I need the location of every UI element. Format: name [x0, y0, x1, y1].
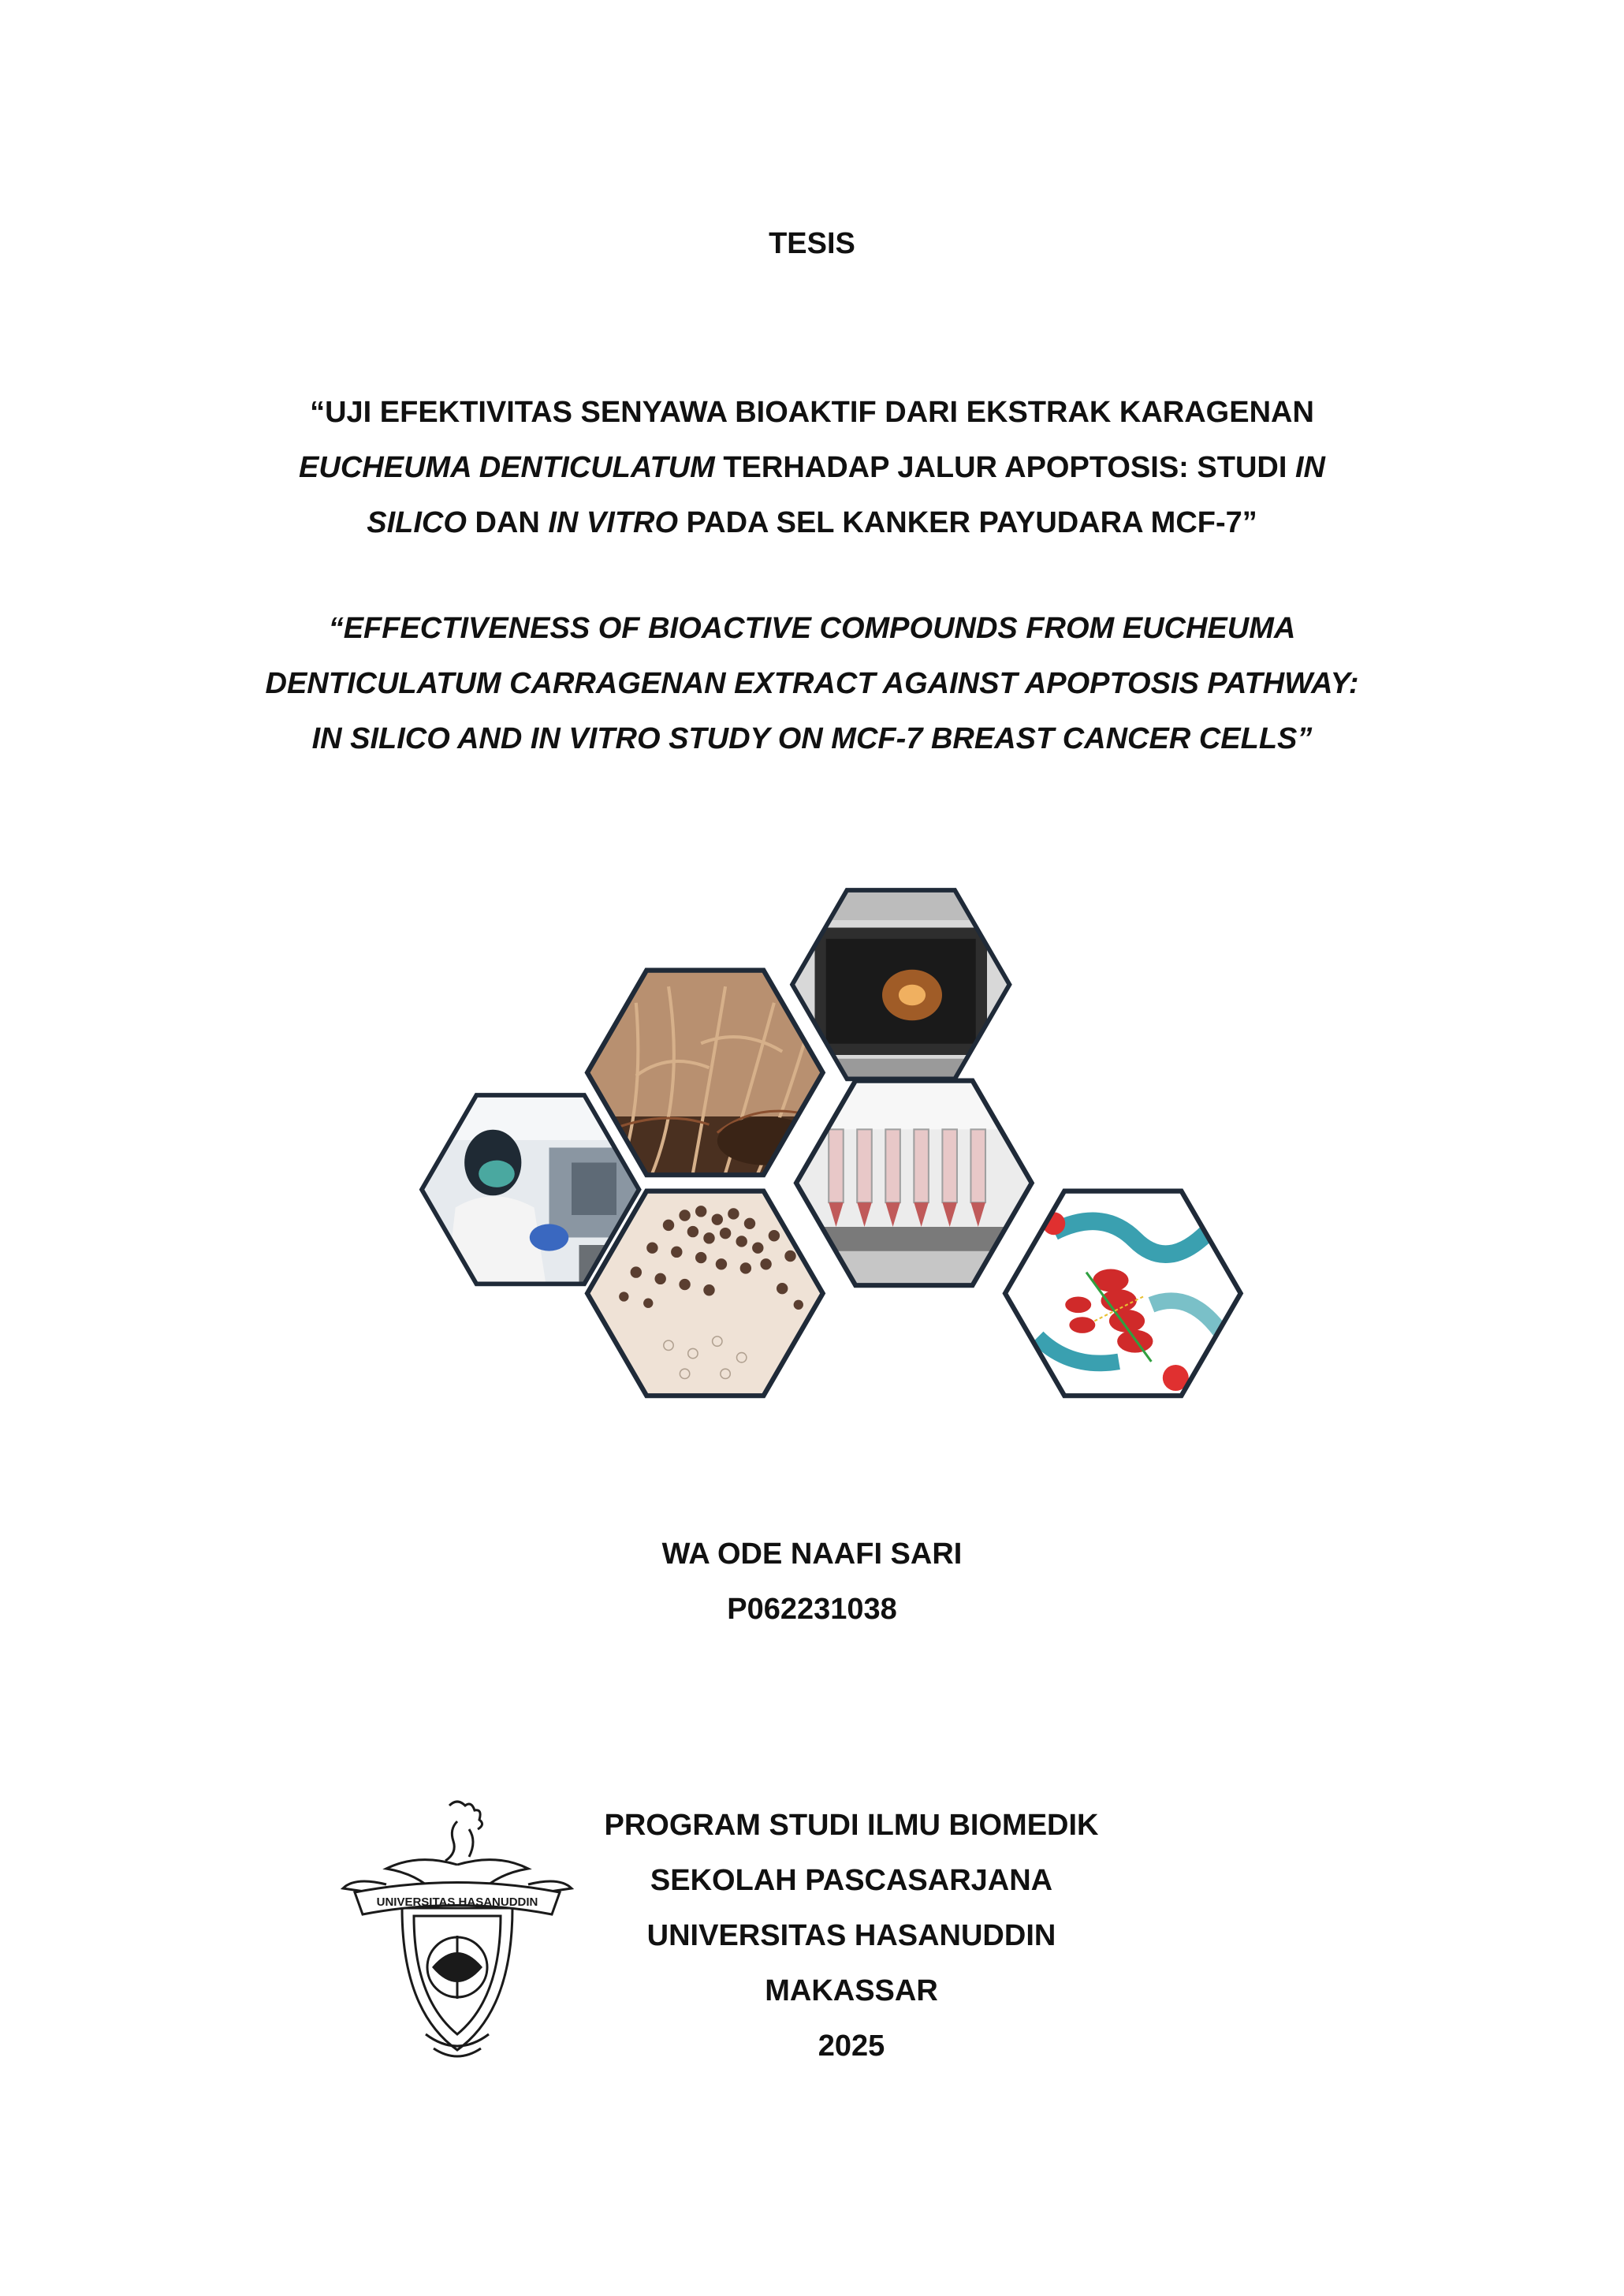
title-id-line-1 [0, 385, 1624, 440]
hexagon-photo-collage [410, 875, 1253, 1435]
hex-microwave-photo [792, 875, 1017, 1100]
hex-protein-structure [1005, 1175, 1249, 1418]
hex-test-tubes-photo [796, 1064, 1040, 1308]
title-en-line-1: “EFFECTIVENESS OF BIOACTIVE COMPOUNDS FROM EUCHEUMA [328, 612, 1296, 645]
student-id: P062231038 [727, 1593, 897, 1626]
institution-university: UNIVERSITAS HASANUDDIN [646, 1919, 1056, 1952]
title-id-in-vitro: IN VITRO [548, 506, 679, 539]
author-name: WA ODE NAAFI SARI [661, 1538, 963, 1571]
title-id-line-2 [0, 440, 1624, 495]
institution-year: 2025 [818, 2030, 885, 2063]
title-id-line-1-text: “UJI EFEKTIVITAS SENYAWA BIOAKTIF DARI EKSTRAK KARAGENAN [310, 396, 1314, 429]
institution-program: PROGRAM STUDI ILMU BIOMEDIK [604, 1809, 1099, 1842]
title-id-line-3-text: PADA SEL KANKER PAYUDARA MCF-7” [678, 506, 1257, 539]
university-seal-logo [339, 1798, 575, 2066]
title-id-line-2-text: TERHADAP JALUR APOPTOSIS: STUDI [714, 451, 1295, 484]
title-en-line-3: IN SILICO AND IN VITRO STUDY ON MCF-7 BREAST CANCER CELLS” [311, 722, 1313, 755]
document-type: TESIS [769, 227, 855, 260]
title-id-in: IN [1294, 451, 1325, 484]
institution-city: MAKASSAR [765, 1974, 938, 2007]
title-id-dan: DAN [466, 506, 549, 539]
seal-ribbon-text: UNIVERSITAS HASANUDDIN [376, 1895, 538, 1909]
title-id-line-3 [0, 495, 1624, 550]
institution-school: SEKOLAH PASCASARJANA [650, 1864, 1053, 1897]
title-id-species: EUCHEUMA DENTICULATUM [299, 451, 715, 484]
title-id-silico: SILICO [367, 506, 467, 539]
title-en-line-2: DENTICULATUM CARRAGENAN EXTRACT AGAINST APOPTOSIS PATHWAY: [265, 667, 1359, 700]
